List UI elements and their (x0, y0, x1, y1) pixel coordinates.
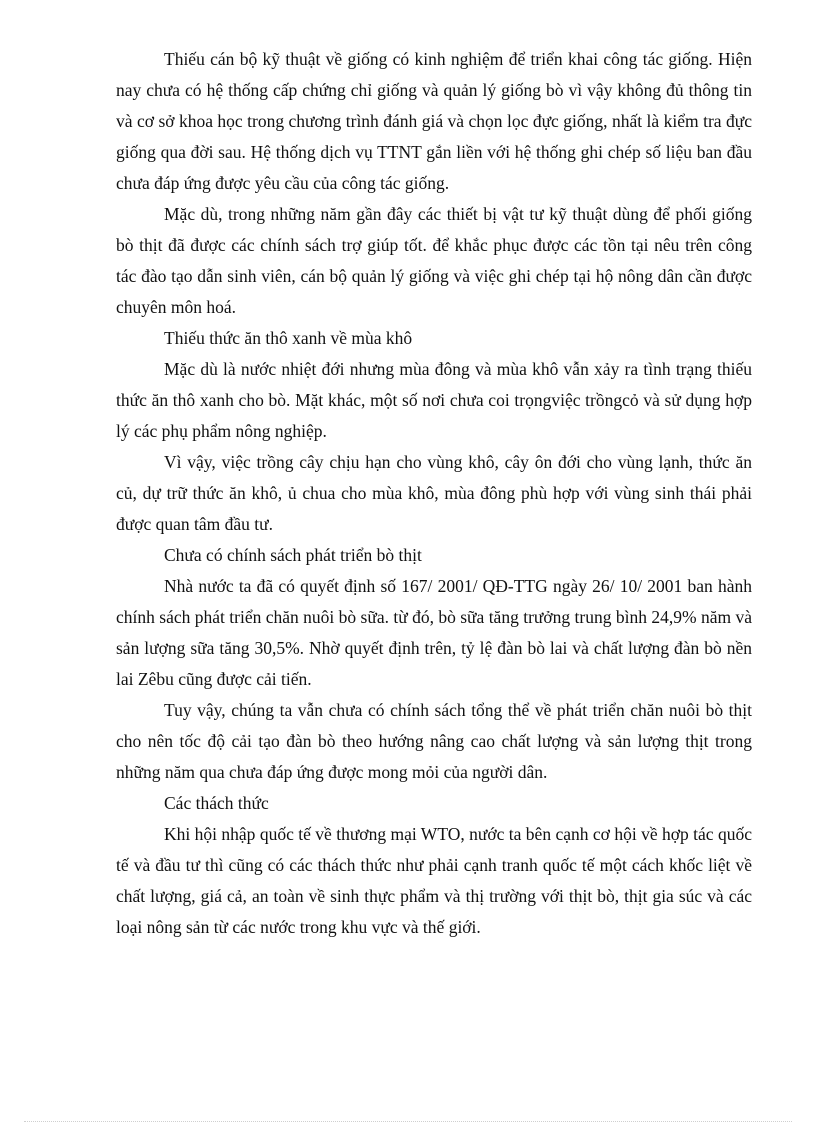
section-heading-forage-shortage: Thiếu thức ăn thô xanh về mùa khô (164, 328, 413, 348)
section-heading-challenges: Các thách thức (164, 793, 269, 813)
section-heading-beef-policy: Chưa có chính sách phát triển bò thịt (164, 545, 422, 565)
paragraph-breeding-staff: Thiếu cán bộ kỹ thuật về giống có kinh nghiệm để triển khai công tác giống. Hiện nay chưa có hệ thống cấp chứng chỉ giống và quản lý giống bò vì vậy không đủ thông tin và cơ sở khoa học trong chương trình đánh giá và chọn lọc đực giống, nhất là kiểm tra đực giống qua đời sau. Hệ thống dịch vụ TTNT gắn liền với hệ thống ghi chép số liệu ban đầu chưa đáp ứng được yêu cầu của công tác giống. (116, 49, 752, 193)
paragraph-drought-crops: Vì vậy, việc trồng cây chịu hạn cho vùng khô, cây ôn đới cho vùng lạnh, thức ăn củ, dự trữ thức ăn khô, ủ chua cho mùa khô, mùa đông phù hợp với vùng sinh thái phải được quan tâm đầu tư. (116, 452, 752, 534)
document-body (116, 44, 752, 943)
paragraph-beef-policy-gap: Tuy vậy, chúng ta vẫn chưa có chính sách tổng thể về phát triển chăn nuôi bò thịt cho nên tốc độ cải tạo đàn bò theo hướng nâng cao chất lượng và sản lượng thịt trong những năm qua chưa đáp ứng được mong mỏi của người dân. (116, 700, 752, 782)
paragraph-wto-challenges: Khi hội nhập quốc tế về thương mại WTO, nước ta bên cạnh cơ hội về hợp tác quốc tế và đầu tư thì cũng có các thách thức như phải cạnh tranh quốc tế một cách khốc liệt về chất lượng, giá cả, an toàn về sinh thực phẩm và thị trường với thịt bò, thịt gia súc và các loại nông sản từ các nước trong khu vực và thế giới. (116, 824, 752, 937)
paragraph-forage-shortage: Mặc dù là nước nhiệt đới nhưng mùa đông và mùa khô vẫn xảy ra tình trạng thiếu thức ăn thô xanh cho bò. Mặt khác, một số nơi chưa coi trọngviệc trồngcỏ và sử dụng hợp lý các phụ phẩm nông nghiệp. (116, 359, 752, 441)
page-bottom-divider (24, 1121, 792, 1122)
paragraph-dairy-policy: Nhà nước ta đã có quyết định số 167/ 2001/ QĐ-TTG ngày 26/ 10/ 2001 ban hành chính sách phát triển chăn nuôi bò sữa. từ đó, bò sữa tăng trưởng trung bình 24,9% năm và sản lượng sữa tăng 30,5%. Nhờ quyết định trên, tỷ lệ đàn bò lai và chất lượng đàn bò nền lai Zêbu cũng được cải tiến. (116, 576, 752, 689)
paragraph-equipment-training: Mặc dù, trong những năm gần đây các thiết bị vật tư kỹ thuật dùng để phối giống bò thịt đã được các chính sách trợ giúp tốt. để khắc phục được các tồn tại nêu trên công tác đào tạo dẫn sinh viên, cán bộ quản lý giống và việc ghi chép tại hộ nông dân cần được chuyên môn hoá. (116, 204, 752, 317)
